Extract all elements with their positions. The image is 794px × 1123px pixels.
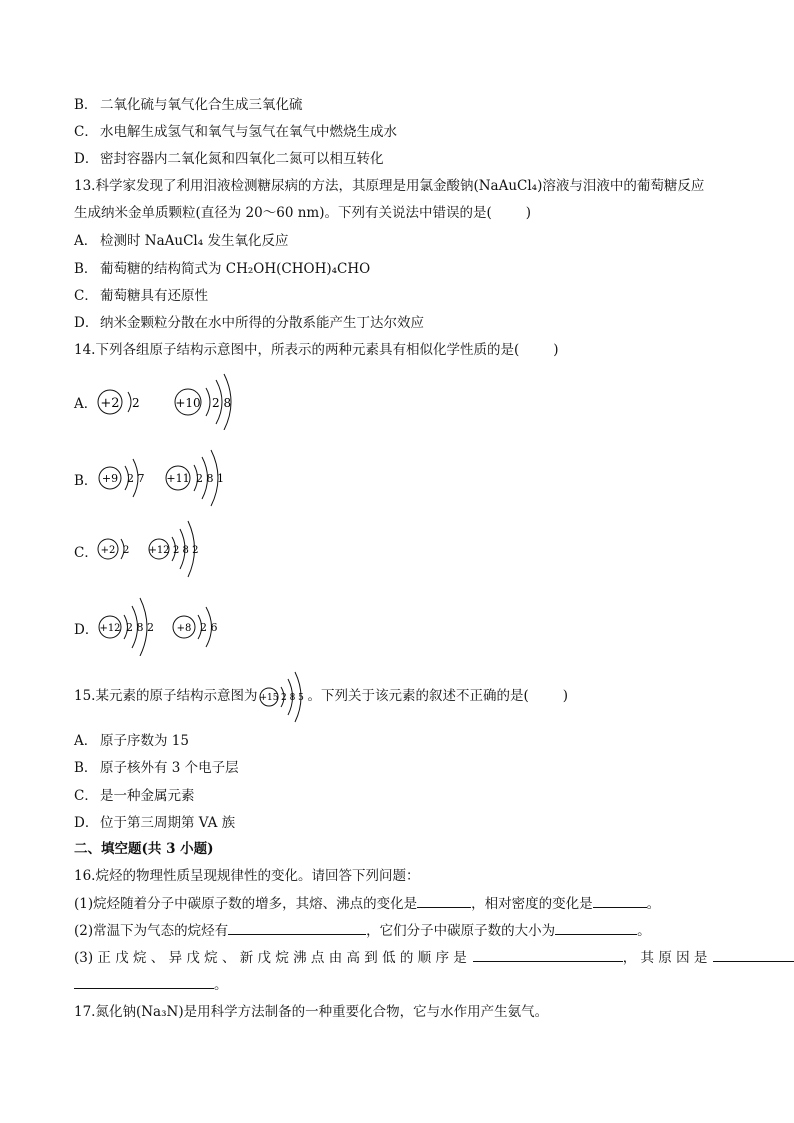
option-label: D． <box>74 151 99 167</box>
option-label: A． <box>74 396 98 412</box>
option-text: 葡萄糖具有还原性 <box>100 288 208 304</box>
option-label: D． <box>74 622 99 638</box>
shell-electrons: 2 <box>123 545 130 556</box>
q16-part2 <box>74 921 651 941</box>
option-text: 水电解生成氢气和氧气与氢气在氧气中燃烧生成水 <box>100 124 397 140</box>
shell-electrons: 2 8 <box>212 396 232 410</box>
nucleus-charge: +12 <box>99 623 121 634</box>
nucleus-charge: +2 <box>100 545 116 556</box>
q16-part1-text-a: (1)烷烃随着分子中碳原子数的增多，其熔、沸点的变化是 <box>74 896 418 912</box>
atom-diagram <box>175 374 231 430</box>
nucleus-charge: +8 <box>176 623 192 634</box>
q16-part3-cont <box>74 975 228 995</box>
q15-stem-pre: 15.某元素的原子结构示意图为 <box>74 688 258 704</box>
option-label: A． <box>74 733 98 749</box>
option-text: 位于第三周期第 VA 族 <box>100 815 236 831</box>
q16-part3 <box>74 948 794 968</box>
atom-diagram <box>148 521 198 577</box>
atom-diagram <box>99 598 154 656</box>
q16-part3-end: 。 <box>214 977 228 993</box>
q15-stem <box>74 686 568 707</box>
q14-option-b <box>74 447 474 507</box>
q13-option-c <box>74 286 208 306</box>
nucleus-charge: +15 <box>259 692 279 703</box>
atom-diagram <box>98 539 129 559</box>
option-text: 检测时 NaAuCl₄ 发生氧化反应 <box>100 233 289 249</box>
option-label: C． <box>74 288 98 304</box>
option-label: A． <box>74 233 98 249</box>
atom-diagrams <box>74 519 434 579</box>
option-label: C． <box>74 545 98 561</box>
option-label: D． <box>74 315 99 331</box>
q16-part1-text-b: ，相对密度的变化是 <box>471 896 593 912</box>
q15-option-d <box>74 813 235 833</box>
option-text: 原子序数为 15 <box>100 733 189 749</box>
q15-option-c <box>74 786 195 806</box>
q16-part3-text-a: (3) 正 戊 烷 、 异 戊 烷 、 新 戊 烷 沸 点 由 高 到 低 的 顺 序 是 <box>74 950 467 966</box>
option-text: 原子核外有 3 个电子层 <box>100 760 239 776</box>
q15-stem-close: ) <box>562 688 569 704</box>
q13-stem-line2 <box>74 203 531 223</box>
answer-blank[interactable] <box>473 949 623 962</box>
q16-part2-end: 。 <box>637 923 651 939</box>
shell-electrons: 2 8 2 <box>173 545 199 556</box>
nucleus-charge: +9 <box>101 472 119 485</box>
q13-option-a <box>74 231 288 251</box>
option-label: C． <box>74 788 98 804</box>
option-label: D． <box>74 815 99 831</box>
q14-stem-close: ) <box>553 342 559 358</box>
nucleus-charge: +10 <box>175 396 201 410</box>
shell-electrons: 2 7 <box>127 472 145 485</box>
q13-option-b <box>74 259 370 279</box>
option-text: 是一种金属元素 <box>100 788 195 804</box>
answer-blank[interactable] <box>555 922 637 935</box>
answer-blank[interactable] <box>713 949 794 962</box>
atom-diagram <box>166 450 224 506</box>
option-text: 密封容器内二氧化氮和四氧化二氮可以相互转化 <box>100 151 384 167</box>
q12-option-b <box>74 95 303 115</box>
q15-option-b <box>74 758 239 778</box>
q14-stem-text: 14.下列各组原子结构示意图中，所表示的两种元素具有相似化学性质的是( <box>74 342 520 358</box>
atom-diagram <box>99 459 145 497</box>
shell-electrons: 2 6 <box>200 621 218 634</box>
shell-electrons: 2 8 2 <box>126 621 154 634</box>
answer-blank[interactable] <box>74 976 214 989</box>
q14-option-a <box>74 370 474 430</box>
q14-stem <box>74 340 559 360</box>
option-label: B． <box>74 97 98 113</box>
q12-option-c <box>74 122 397 142</box>
q16-part2-text-a: (2)常温下为气态的烷烃有 <box>74 923 229 939</box>
answer-blank[interactable] <box>228 922 366 935</box>
nucleus-charge: +12 <box>148 545 170 556</box>
q14-option-c <box>74 519 474 579</box>
atom-diagram <box>98 390 140 414</box>
answer-blank[interactable] <box>417 895 471 908</box>
answer-blank[interactable] <box>593 895 647 908</box>
shell-electrons: 2 8 5 <box>281 692 305 703</box>
q12-option-d <box>74 149 384 169</box>
shell-electrons: 2 8 1 <box>196 472 224 485</box>
atom-diagrams <box>74 447 434 507</box>
q13-stem-close: ) <box>525 205 532 221</box>
q15-stem-post: 。下列关于该元素的叙述不正确的是( <box>307 688 529 704</box>
nucleus-charge: +11 <box>166 472 190 485</box>
option-text: 葡萄糖的结构简式为 CH₂OH(CHOH)₄CHO <box>100 261 371 277</box>
q16-part2-text-b: ，它们分子中碳原子数的大小为 <box>366 923 556 939</box>
option-text: 纳米金颗粒分散在水中所得的分散系能产生丁达尔效应 <box>100 315 424 331</box>
nucleus-charge: +2 <box>100 396 120 411</box>
option-text: 二氧化硫与氧气化合生成三氧化硫 <box>100 97 303 113</box>
atom-diagram <box>257 669 307 725</box>
q13-option-d <box>74 313 424 333</box>
atom-diagram <box>173 607 218 647</box>
shell-electrons: 2 <box>132 396 140 410</box>
q16-stem: 16.烷烃的物理性质呈现规律性的变化。请回答下列问题： <box>74 868 420 884</box>
option-label: B． <box>74 473 98 489</box>
option-label: B． <box>74 261 98 277</box>
q17-stem: 17.氮化钠(Na₃N)是用科学方法制备的一种重要化合物，它与水作用产生氨气。 <box>74 1004 549 1020</box>
q13-stem-line1: 13.科学家发现了利用泪液检测糖尿病的方法，其原理是用氯金酸钠(NaAuCl₄)溶液与泪液中的葡萄糖反应 <box>74 178 705 194</box>
atom-diagrams <box>74 370 434 430</box>
option-label: B． <box>74 760 98 776</box>
atom-diagrams <box>74 596 434 656</box>
section-title: 二、填空题(共 3 小题) <box>74 841 214 857</box>
q16-part1-end: 。 <box>646 896 661 912</box>
q15-atom-placeholder <box>257 687 307 707</box>
q13-stem-text: 生成纳米金单质颗粒(直径为 20～60 nm)。下列有关说法中错误的是( <box>74 205 492 221</box>
q16-part1 <box>74 894 660 914</box>
q16-part3-text-b: ， 其 原 因 是 <box>622 950 708 966</box>
q15-option-a <box>74 731 189 751</box>
option-label: C． <box>74 124 98 140</box>
q14-option-d <box>74 596 474 656</box>
